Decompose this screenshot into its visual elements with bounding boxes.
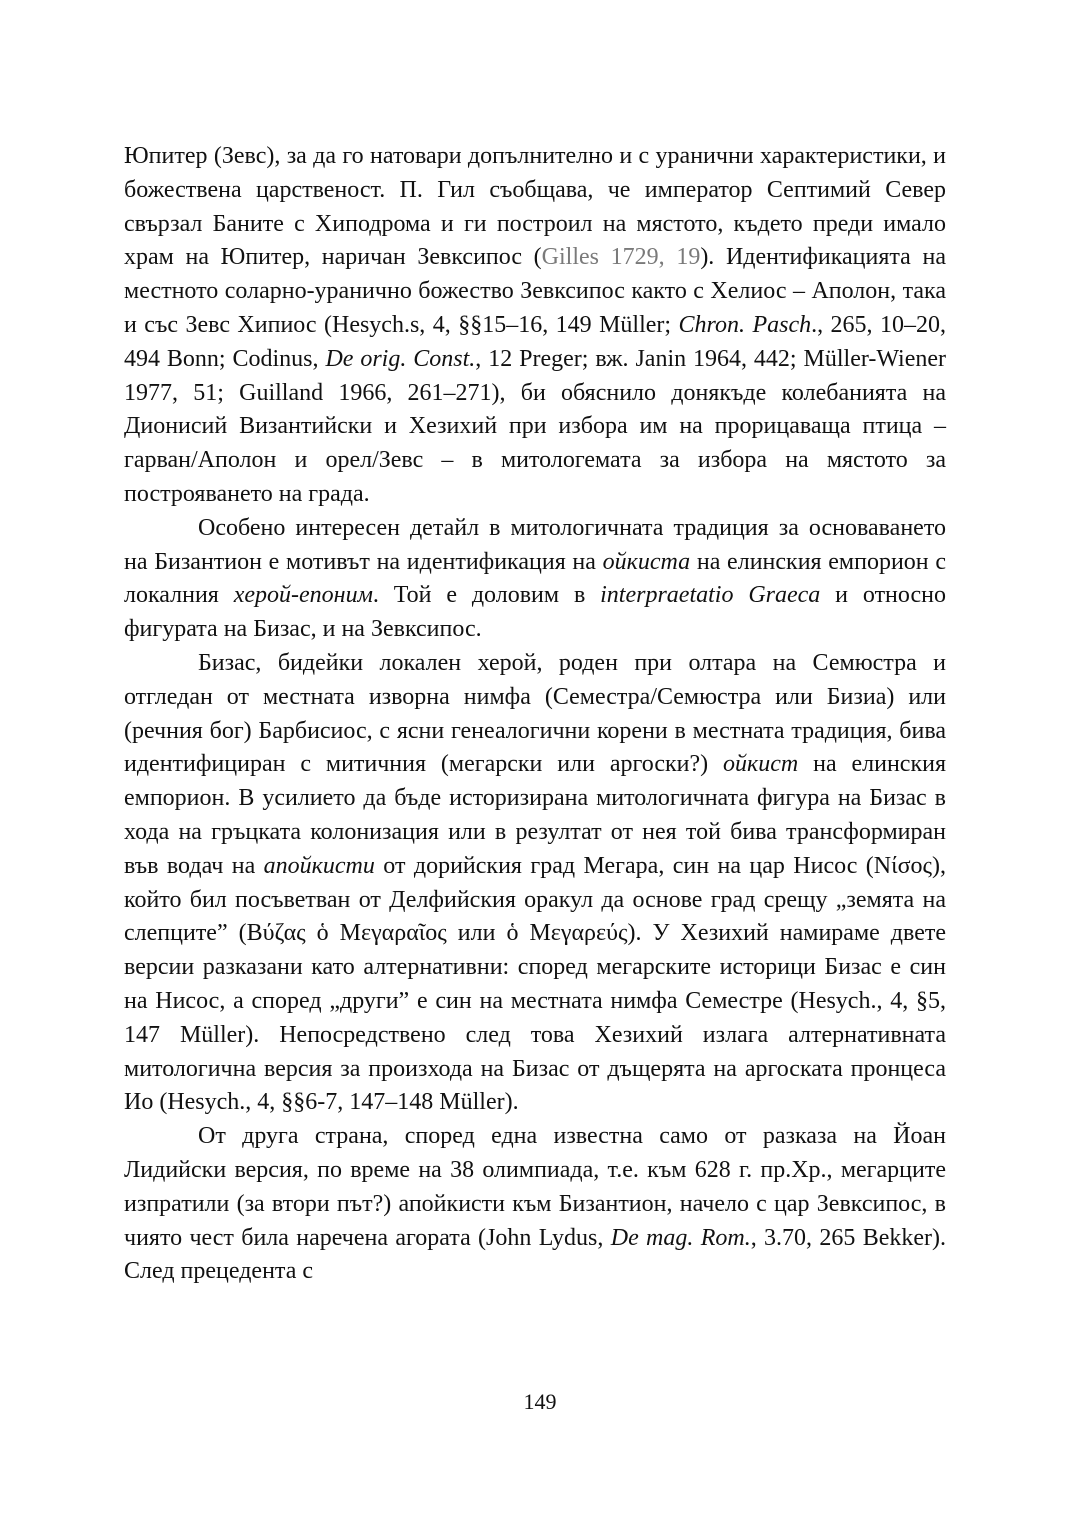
paragraph-3-italic-2: апойкисти [263,852,375,879]
paragraph-3 [124,647,946,1120]
paragraph-1-italic-2: De orig. Const. [325,345,476,372]
paragraph-2-text-3: . Той е доловим в [372,582,601,609]
paragraph-1-text-2: ). Идентификацията на местното соларно-уранично божество Зевксипос както с Хелиос – Аполон, така и със Зевс Хипиос (Hesych.s, 4, §§15–16, 149 Müller; [124,244,946,338]
paragraph-4-italic-1: De mag. Rom. [610,1224,751,1251]
paragraph-2-italic-2: херой-епоним [233,582,373,609]
paragraph-3-text-3: от дорийския град Мегара, син на цар Нисос (Νίσος), който бил посъветван от Делфийския оракул да основе град срещу „земята на слепците” (Βύζας ὁ Μεγαραῖος или ὁ Μεγαρεύς). У Хезихий намираме двете версии разказани като алтернативни: според мегарските историци Бизас е син на Нисос, а според „други” е син на местната нимфа Семестре (Hesych., 4, §5, 147 Müller). Непосредствено след това Хезихий излага алтернативната митологична версия за произхода на Бизас от дъщерята на аргоската пронцеса Ио (Hesych., 4, §§6-7, 147–148 Müller). [124,852,946,1116]
paragraph-2 [124,512,946,647]
paragraph-4-text-2: , 3.70, 265 Bekker). След прецедента с [124,1224,947,1285]
paragraph-4 [124,1120,946,1289]
paragraph-3-italic-1: ойкист [723,751,799,778]
page-number: 149 [523,1389,557,1414]
paragraph-3-text-1: Бизас, бидейки локален херой, роден при олтара на Семюстра и отгледан от местната изворна нимфа (Семестра/Семюстра или Бизиа) или (речния бог) Барбисиос, с ясни генеалогични корени в местната традиция, бива идентифициран с митичния (мегарски или аргоски?) [124,649,946,778]
paragraph-1-italic-1: Chron. Pasch [678,311,812,338]
paragraph-1 [124,140,946,512]
paragraph-2-italic-1: ойкиста [602,548,691,575]
paragraph-2-text-2: на елинския емпорион с локалния [124,548,946,609]
citation-gilles: Gilles 1729, 19 [541,244,701,271]
paragraph-2-text-1: Особено интересен детайл в митологичната традиция за основаването на Бизантион е мотивът на идентификация на [124,514,946,575]
paragraph-2-italic-3: interpraetatio Graeca [600,582,821,609]
page-body [124,140,946,1289]
paragraph-1-text-1: Юпитер (Зевс), за да го натовари допълнително и с уранични характеристики, и божествена царственост. П. Гил съобщава, че император Септимий Север свързал Баните с Хиподрома и ги построил на мястото, където преди имало храм на Юпитер, наричан Зевксипос ( [124,143,946,271]
paragraph-3-text-2: на елинския емпорион. В усилието да бъде историзирана митологичната фигура на Бизас в хода на гръцката колонизация или в резултат от нея той бива трансформиран във водач на [124,751,947,879]
paragraph-4-text-1: От друга страна, според една известна само от разказа на Йоан Лидийски версия, по време на 38 олимпиада, т.е. към 628 г. пр.Хр., мегарците изпратили (за втори път?) апойкисти към Бизантион, начело с цар Зевксипос, в чиято чест била наречена агората (John Lydus, [124,1123,946,1251]
paragraph-1-text-4: , 12 Preger; вж. Janin 1964, 442; Müller-Wiener 1977, 51; Guilland 1966, 261–271), би обяснило донякъде колебанията на Дионисий Византийски и Хезихий при избора им на прорицаваща птица – гарван/Аполон и орел/Зевс – в митологемата за избора на мястото за построяването на града. [124,345,947,507]
paragraph-1-text-3: ., 265, 10–20, 494 Bonn; Codinus, [124,311,946,372]
paragraph-2-text-4: и относно фигурата на Бизас, и на Зевксипос. [124,582,946,643]
